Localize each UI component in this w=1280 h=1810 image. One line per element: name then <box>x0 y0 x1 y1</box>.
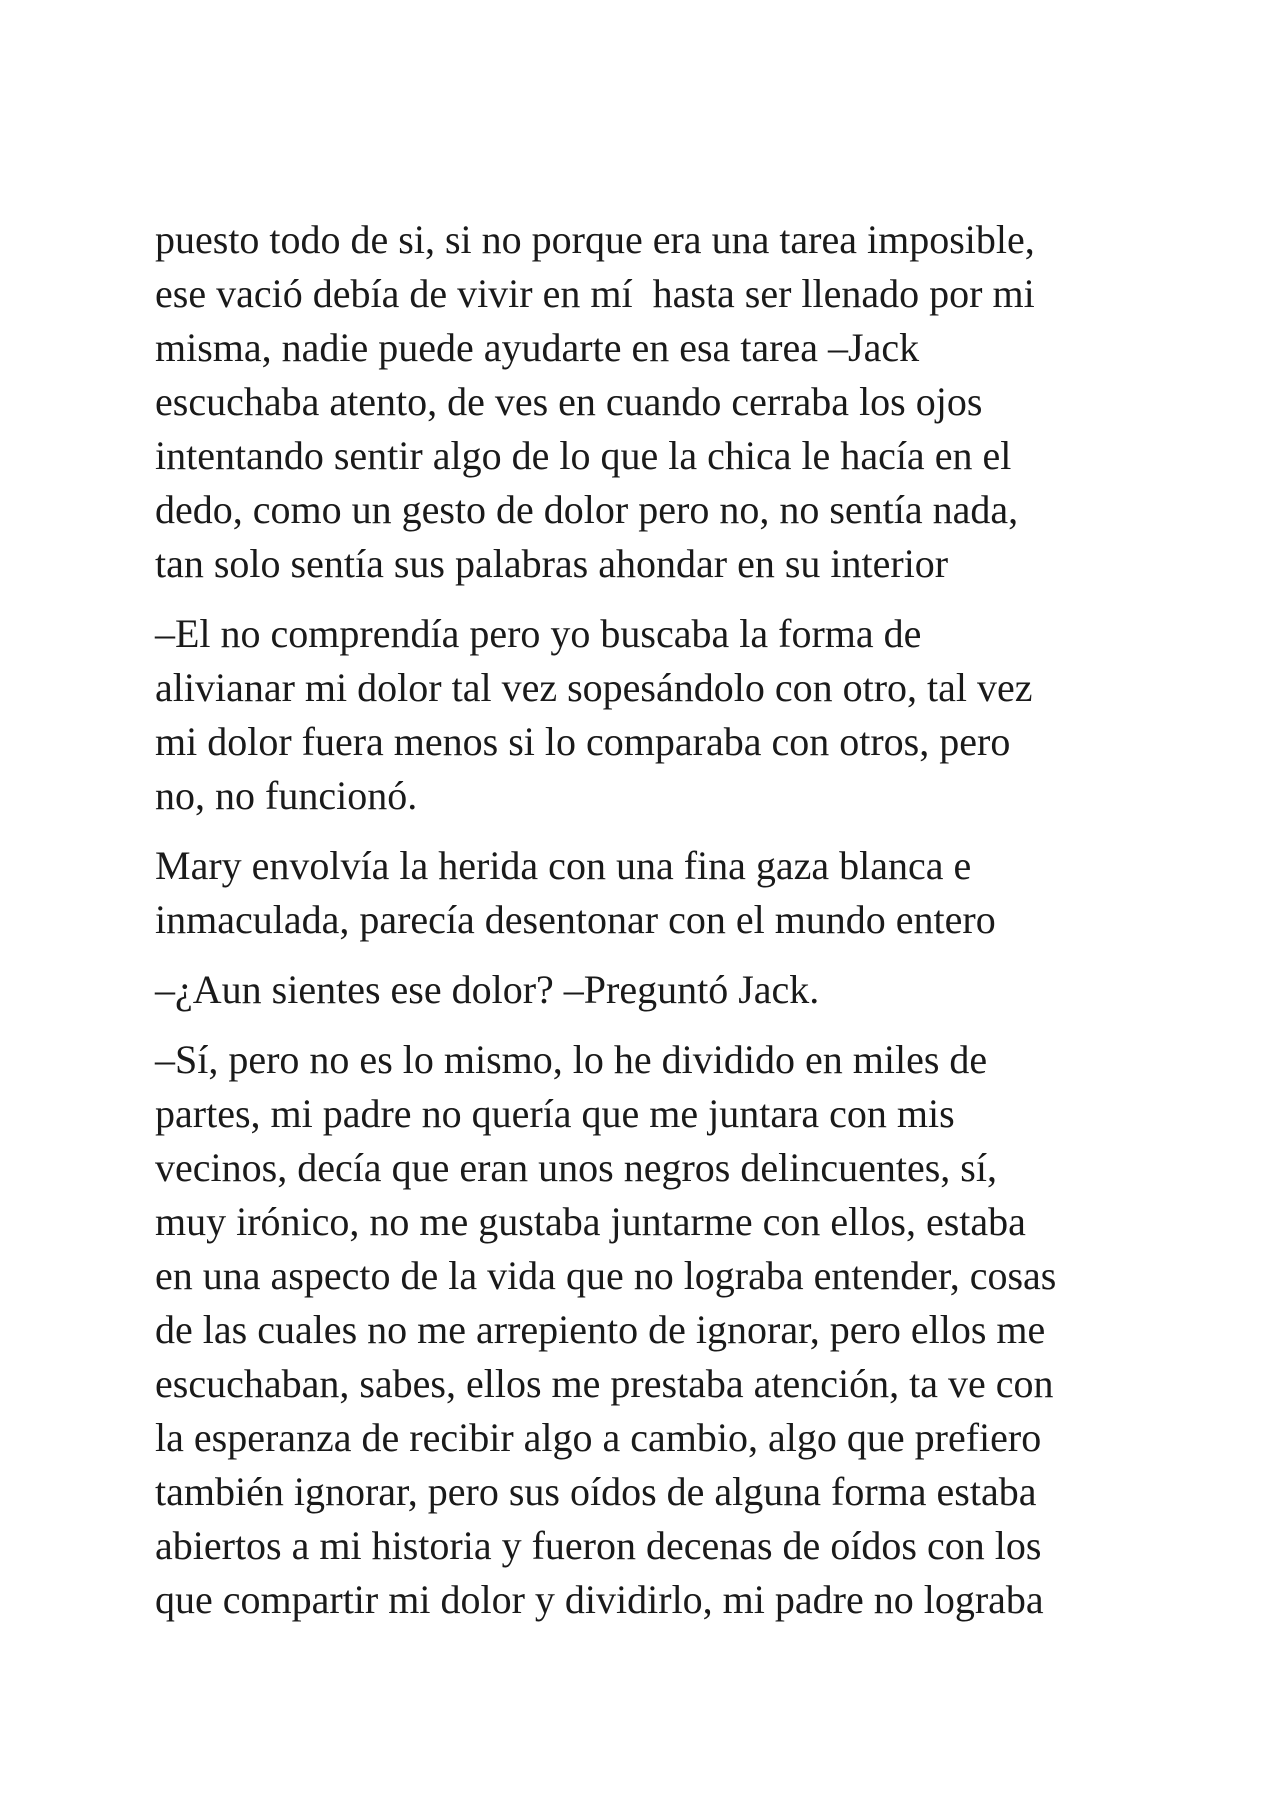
text-line: también ignorar, pero sus oídos de alguna forma estaba <box>155 1469 1037 1514</box>
paragraph-4 <box>155 963 1175 1017</box>
text-line: escuchaban, sabes, ellos me prestaba atención, ta ve con <box>155 1361 1054 1406</box>
text-line: en una aspecto de la vida que no lograba entender, cosas <box>155 1253 1057 1298</box>
text-line: no, no funcionó. <box>155 773 418 818</box>
text-line: –Sí, pero no es lo mismo, lo he dividido en miles de <box>155 1037 988 1082</box>
text-line: partes, mi padre no quería que me juntara con mis <box>155 1091 955 1136</box>
text-line: inmaculada, parecía desentonar con el mundo entero <box>155 897 996 942</box>
text-line: misma, nadie puede ayudarte en esa tarea –Jack <box>155 325 920 370</box>
text-line: la esperanza de recibir algo a cambio, algo que prefiero <box>155 1415 1042 1460</box>
text-line: –¿Aun sientes ese dolor? –Preguntó Jack. <box>155 967 820 1012</box>
paragraph-5 <box>155 1033 1175 1627</box>
text-line: tan solo sentía sus palabras ahondar en su interior <box>155 541 949 586</box>
text-line: –El no comprendía pero yo buscaba la forma de <box>155 611 922 656</box>
text-line: alivianar mi dolor tal vez sopesándolo con otro, tal vez <box>155 665 1033 710</box>
text-line: muy irónico, no me gustaba juntarme con ellos, estaba <box>155 1199 1026 1244</box>
body-text <box>155 213 1175 1643</box>
paragraph-3 <box>155 839 1175 947</box>
text-line: que compartir mi dolor y dividirlo, mi padre no lograba <box>155 1577 1044 1622</box>
text-line: mi dolor fuera menos si lo comparaba con otros, pero <box>155 719 1011 764</box>
text-line: Mary envolvía la herida con una fina gaza blanca e <box>155 843 972 888</box>
text-line: dedo, como un gesto de dolor pero no, no sentía nada, <box>155 487 1019 532</box>
text-line: vecinos, decía que eran unos negros delincuentes, sí, <box>155 1145 997 1190</box>
text-line: puesto todo de si, si no porque era una tarea imposible, <box>155 217 1035 262</box>
paragraph-2 <box>155 607 1175 823</box>
text-line: abiertos a mi historia y fueron decenas de oídos con los <box>155 1523 1042 1568</box>
text-line: de las cuales no me arrepiento de ignorar, pero ellos me <box>155 1307 1046 1352</box>
text-line: intentando sentir algo de lo que la chica le hacía en el <box>155 433 1012 478</box>
text-line: escuchaba atento, de ves en cuando cerraba los ojos <box>155 379 983 424</box>
paragraph-1 <box>155 213 1175 591</box>
text-line: ese vació debía de vivir en mí hasta ser llenado por mi <box>155 271 1035 316</box>
